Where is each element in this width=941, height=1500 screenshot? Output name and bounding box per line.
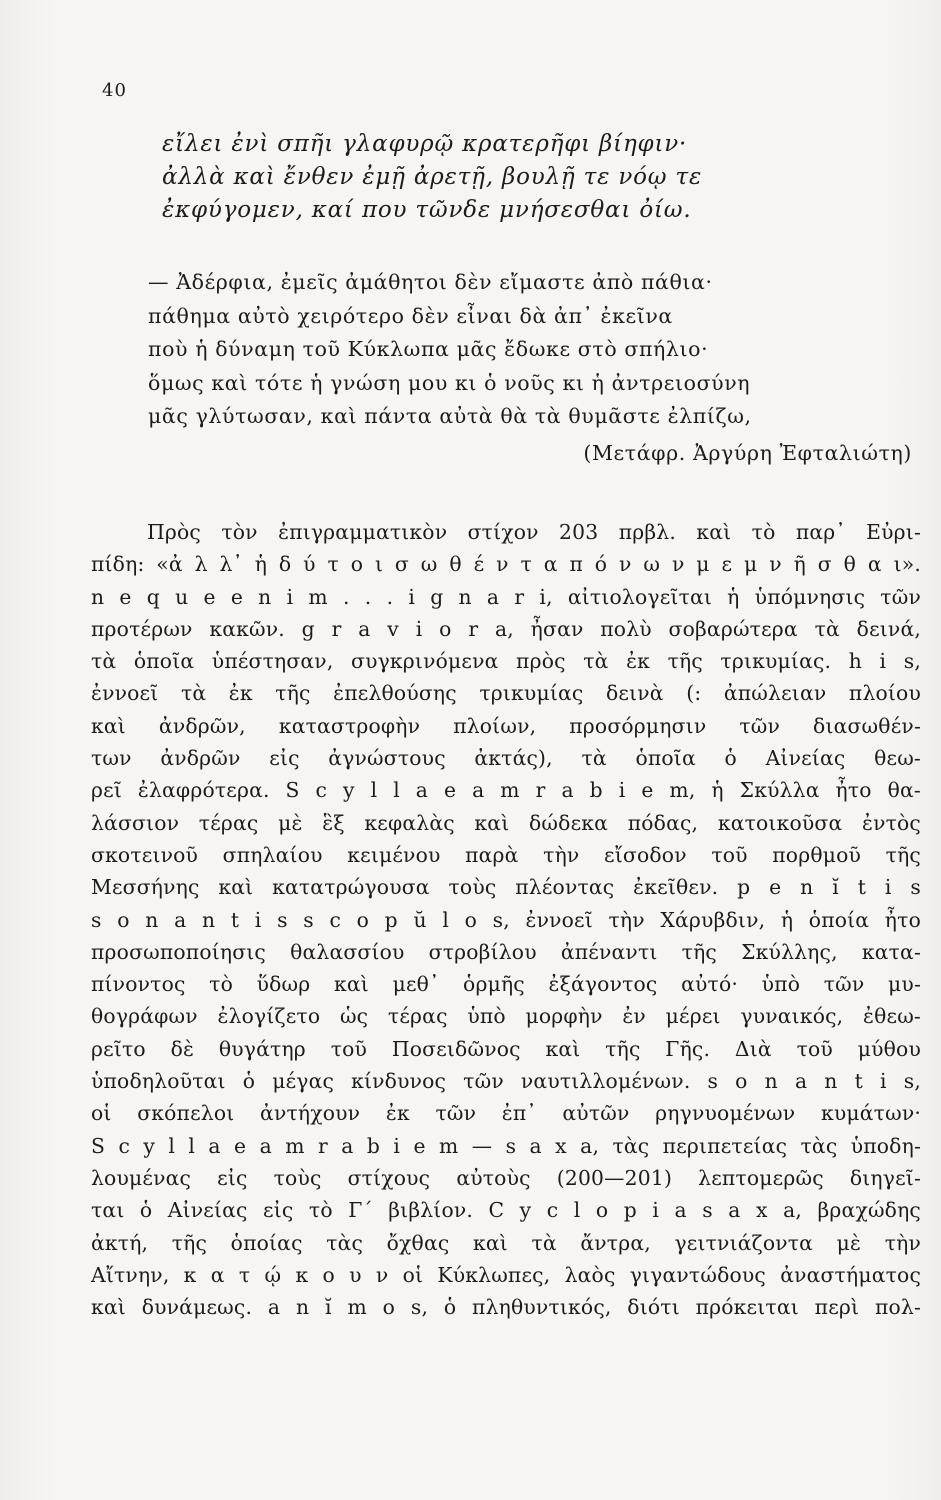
verse-line: ἐκφύγομεν, καί που τῶνδε μνήσεσθαι ὀίω.	[162, 197, 692, 223]
verse-line: εἴλει ἐνὶ σπῆι γλαφυρῷ κρατερῆφι βίηφιν·	[162, 131, 688, 157]
translation-line: πάθημα αὐτὸ χειρότερο δὲν εἶναι δὰ ἀπ᾽ ἐκεῖνα	[148, 303, 673, 328]
commentary-line: Μεσσήνης καὶ κατατρώγουσα τοὺς πλέοντας ἐκεῖθεν. p e n ĭ t i s	[91, 875, 921, 900]
commentary-line: λουμένας εἰς τοὺς στίχους αὐτοὺς (200—201) λεπτομερῶς διηγεῖ-	[91, 1165, 921, 1190]
commentary-line: ρεῖ ἐλαφρότερα. S c y l l a e a m r a b i e m, ἡ Σκύλλα ἦτο θα-	[91, 778, 921, 803]
commentary-line: προτέρων κακῶν. g r a v i o r a, ἦσαν πολὺ σοβαρώτερα τὰ δεινά,	[91, 616, 921, 641]
commentary-line: καὶ δυνάμεως. a n ĭ m o s, ὁ πληθυντικός, διότι πρόκειται περὶ πολ-	[91, 1295, 921, 1320]
commentary-line: προσωποποίησις θαλασσίου στροβίλου ἀπέναντι τῆς Σκύλλης, κατα-	[91, 939, 921, 964]
commentary-line: σκοτεινοῦ σπηλαίου κειμένου παρὰ τὴν εἴσοδον τοῦ πορθμοῦ τῆς	[91, 842, 921, 867]
commentary-line: ται ὁ Αἰνείας εἰς τὸ Γ΄ βιβλίον. C y c l o p i a s a x a, βραχώδης	[91, 1198, 921, 1223]
commentary-line: s o n a n t i s s c o p ŭ l o s, ἐννοεῖ τὴν Χάρυβδιν, ἡ ὁποία ἦτο	[91, 907, 921, 932]
commentary-line: οἱ σκόπελοι ἀντήχουν ἐκ τῶν ἐπ᾽ αὐτῶν ρηγνυομένων κυμάτων·	[91, 1101, 921, 1126]
translation-credit: (Μετάφρ. Ἀργύρη Ἐφταλιώτη)	[583, 440, 912, 465]
commentary-line: ἀκτή, τῆς ὁποίας τὰς ὄχθας καὶ τὰ ἄντρα, γειτνιάζοντα μὲ τὴν	[91, 1230, 921, 1255]
commentary-line: ὑποδηλοῦται ὁ μέγας κίνδυνος τῶν ναυτιλλομένων. s o n a n t i s,	[91, 1069, 921, 1094]
homeric-verse-quote	[162, 128, 902, 227]
commentary-line: πίνοντος τὸ ὕδωρ καὶ μεθ᾽ ὁρμῆς ἐξάγοντος αὐτό· ὑπὸ τῶν μυ-	[91, 972, 921, 997]
commentary-line: ρεῖτο δὲ θυγάτηρ τοῦ Ποσειδῶνος καὶ τῆς Γῆς. Διὰ τοῦ μύθου	[91, 1036, 921, 1061]
commentary-line: θογράφων ἐλογίζετο ὡς τέρας ὑπὸ μορφὴν ἐν μέρει γυναικός, ἐθεω-	[91, 1004, 921, 1029]
commentary-line: S c y l l a e a m r a b i e m — s a x a, τὰς περιπετείας τὰς ὑποδη-	[91, 1133, 921, 1158]
verse-line: ἀλλὰ καὶ ἔνθεν ἐμῇ ἀρετῇ, βουλῇ τε νόῳ τε	[162, 164, 703, 190]
translation-line: μᾶς γλύτωσαν, καὶ πάντα αὐτὰ θὰ τὰ θυμᾶστε ἐλπίζω,	[148, 404, 752, 428]
translation-line: ὅμως καὶ τότε ἡ γνώση μου κι ὁ νοῦς κι ἡ ἀντρειοσύνη	[148, 370, 751, 395]
commentary-line: τὰ ὁποῖα ὑπέστησαν, συγκρινόμενα πρὸς τὰ ἐκ τῆς τρικυμίας. h i s,	[91, 649, 921, 674]
commentary-line: λάσσιον τέρας μὲ ἓξ κεφαλὰς καὶ δώδεκα πόδας, κατοικοῦσα ἐντὸς	[91, 810, 921, 835]
verse-translation	[148, 266, 928, 470]
commentary-line: Πρὸς τὸν ἐπιγραμματικὸν στίχον 203 πρβλ. καὶ τὸ παρ᾽ Εὐρι-	[147, 520, 921, 544]
page-number: 40	[102, 80, 127, 101]
commentary-line: ἐννοεῖ τὰ ἐκ τῆς ἐπελθούσης τρικυμίας δεινὰ (: ἀπώλειαν πλοίου	[91, 681, 921, 706]
commentary-line: πίδη: «ἀ λ λ᾽ ἡ δ ύ τ ο ι σ ω θ έ ν τ α π ό ν ω ν μ ε μ ν ῆ σ θ α ι».	[91, 552, 921, 577]
commentary-line: των ἀνδρῶν εἰς ἀγνώστους ἀκτάς), τὰ ὁποῖα ὁ Αἰνείας θεω-	[91, 746, 921, 771]
translation-line: ποὺ ἡ δύναμη τοῦ Κύκλωπα μᾶς ἔδωκε στὸ σπήλιο·	[148, 337, 709, 361]
translation-line: — Ἀδέρφια, ἐμεῖς ἀμάθητοι δὲν εἴμαστε ἀπὸ πάθια·	[148, 270, 713, 294]
commentary-line: καὶ ἀνδρῶν, καταστροφὴν πλοίων, προσόρμησιν τῶν διασωθέν-	[91, 713, 921, 738]
commentary-line: Αἴτνην, κ α τ ῴ κ ο υ ν οἱ Κύκλωπες, λαὸς γιγαντώδους ἀναστήματος	[91, 1262, 921, 1287]
commentary-paragraph	[91, 516, 921, 1323]
commentary-line: n e q u e e n i m . . . i g n a r i, αἰτιολογεῖται ἡ ὑπόμνησις τῶν	[91, 584, 921, 609]
